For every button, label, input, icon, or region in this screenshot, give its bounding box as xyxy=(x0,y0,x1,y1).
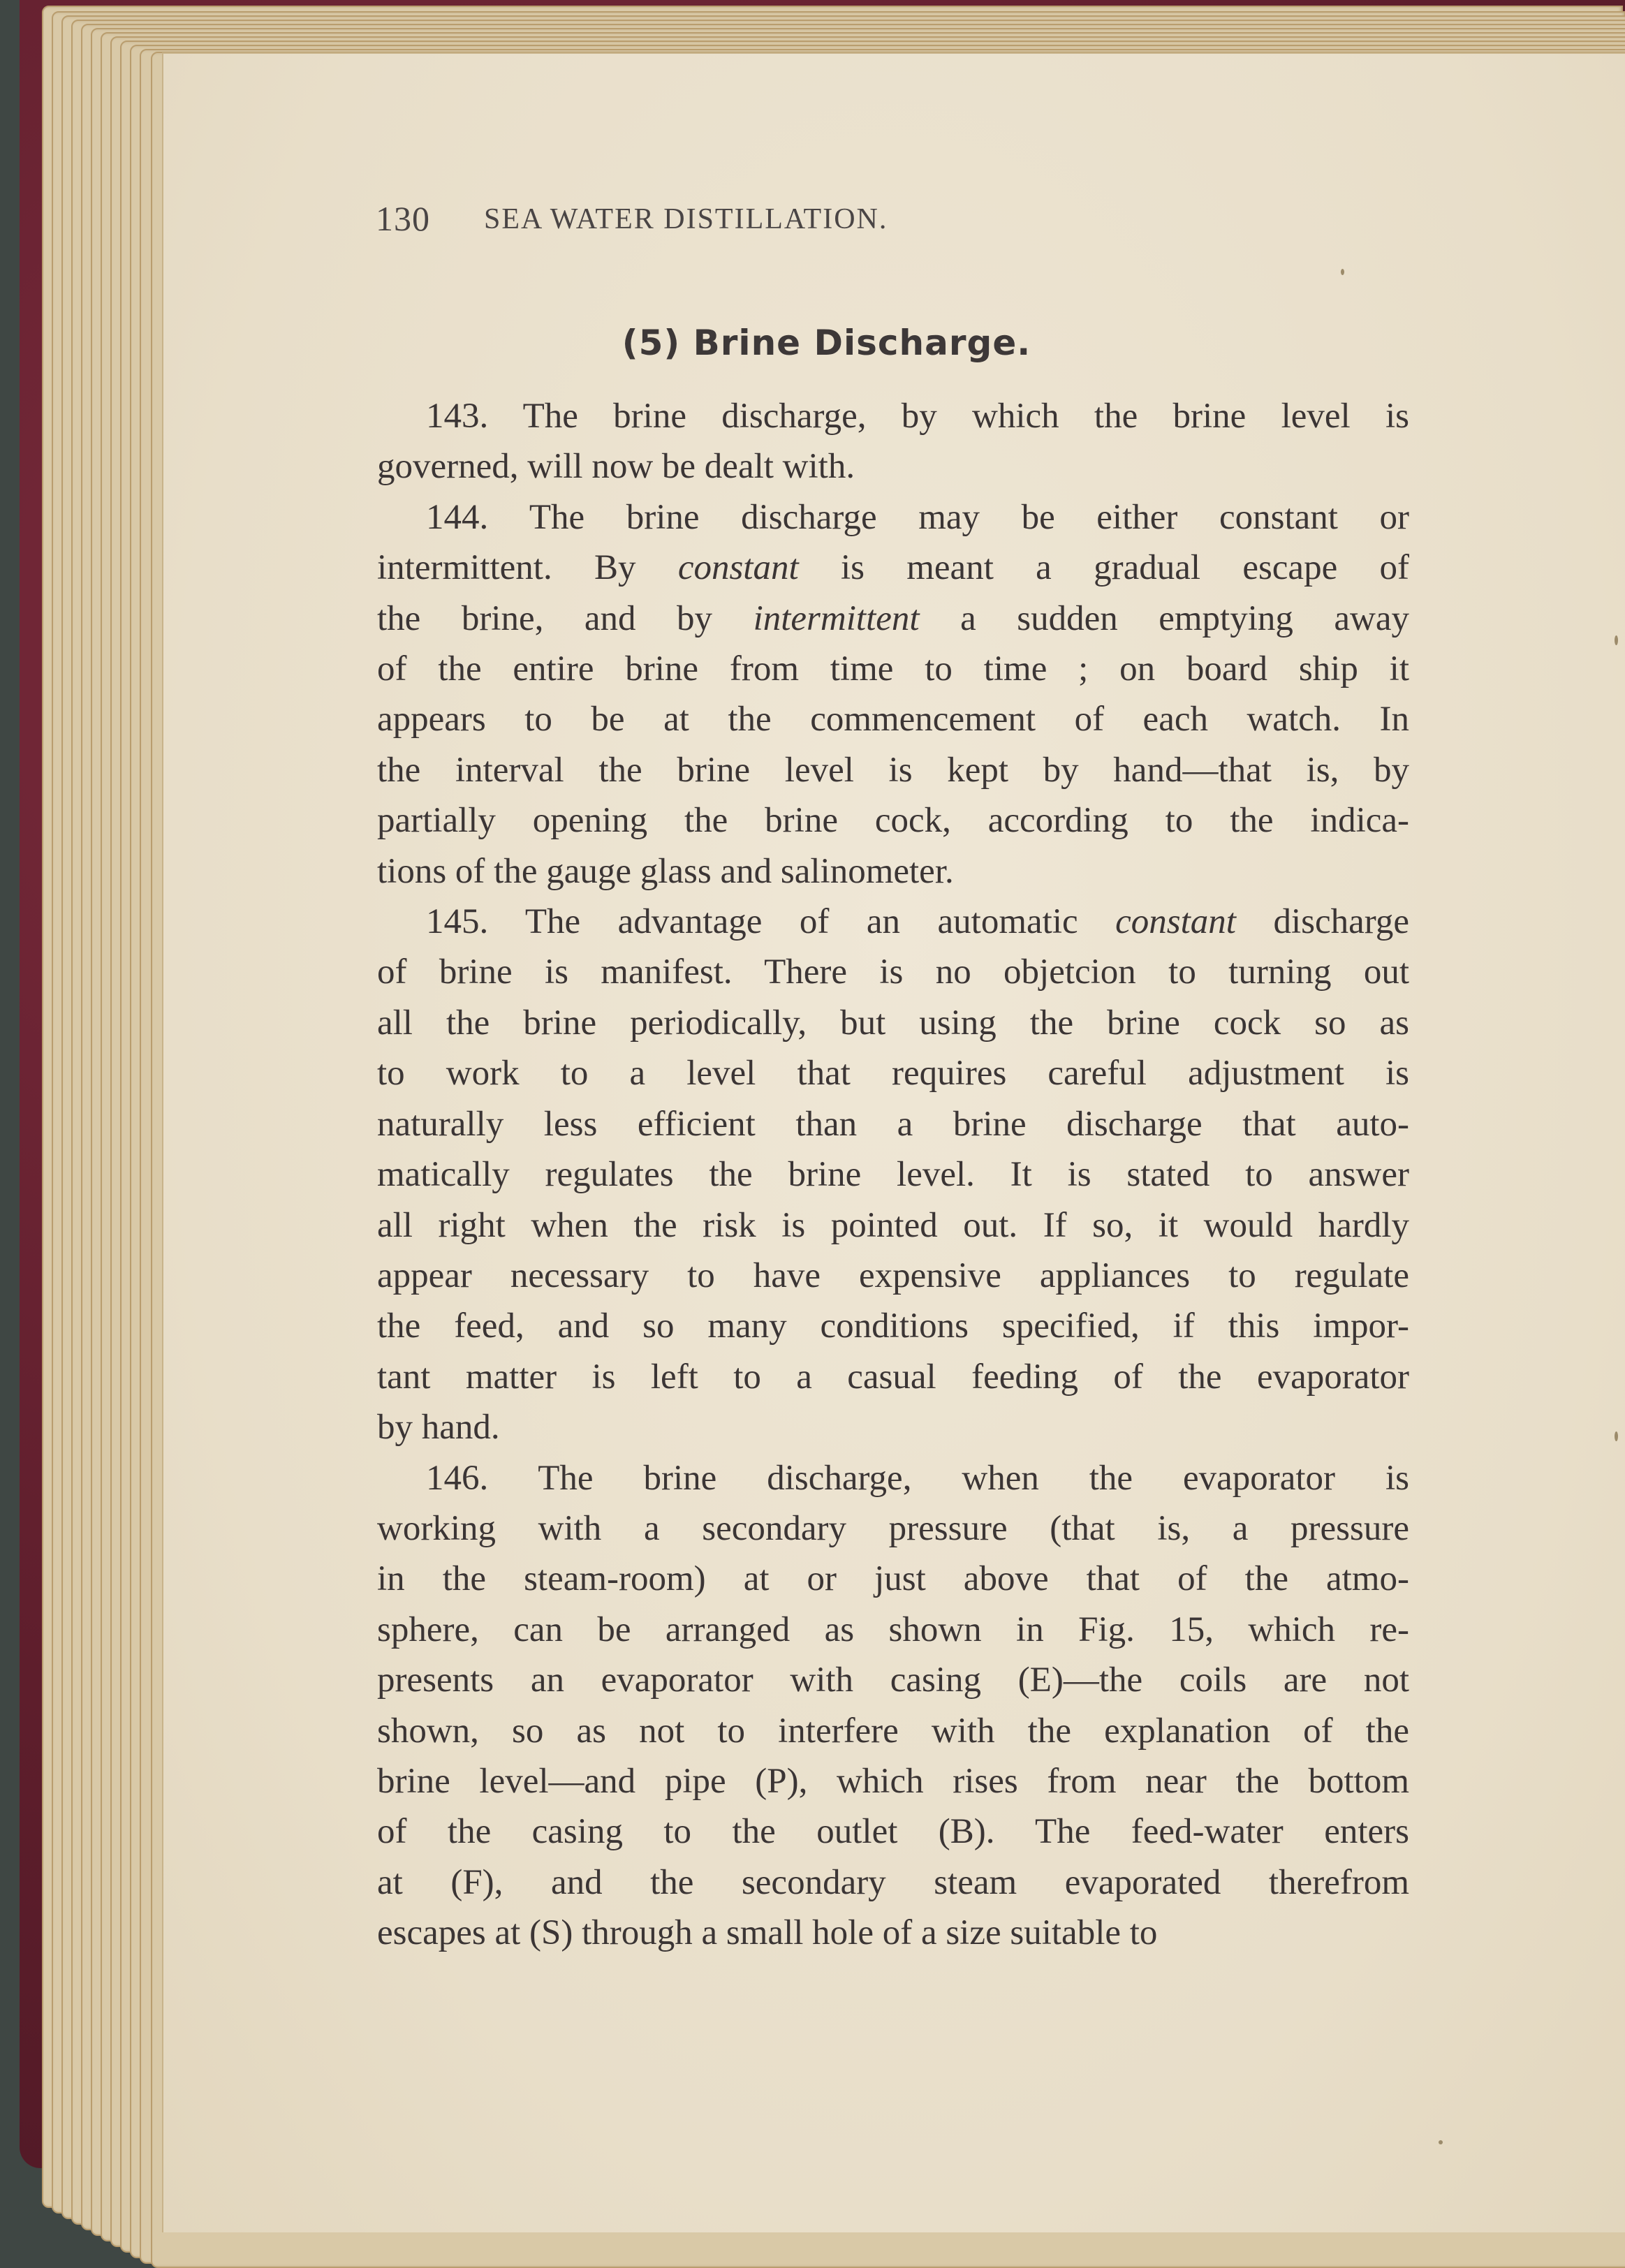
running-title: SEA WATER DISTILLATION. xyxy=(484,203,888,235)
text-line: tions of the gauge glass and salinometer. xyxy=(377,851,954,891)
text-line: governed, will now be dealt with. xyxy=(377,447,855,487)
text-line: to work to a level that requires careful adjustment is xyxy=(377,1054,1409,1094)
text-line: the brine, and by intermittent a sudden emptying away xyxy=(377,598,1409,638)
paragraph-number: 145. xyxy=(426,902,525,942)
text-line: working with a secondary pressure (that is, a pressure xyxy=(377,1508,1409,1548)
text-line: appear necessary to have expensive appliances to regulate xyxy=(377,1256,1409,1295)
italic-term: intermittent xyxy=(753,598,920,638)
paragraph-number: 144. xyxy=(426,497,529,537)
paragraph-number: 143. xyxy=(426,397,523,436)
text-line: presents an evaporator with casing (E)—the coils are not xyxy=(377,1660,1409,1700)
text-line: of the entire brine from time to time ; on board ship it xyxy=(377,649,1409,689)
text-line: 146. The brine discharge, when the evaporator is xyxy=(426,1458,1409,1498)
paragraph-144 xyxy=(377,492,1409,897)
text-line: by hand. xyxy=(377,1408,500,1448)
text-line: all the brine periodically, but using the brine cock so as xyxy=(377,1003,1409,1043)
italic-term: constant xyxy=(677,548,799,588)
text-line: intermittent. By constant is meant a gradual escape of xyxy=(377,548,1409,588)
text-line: partially opening the brine cock, according to the indica- xyxy=(377,801,1409,841)
section-heading: (5) Brine Discharge. xyxy=(622,323,1031,363)
text-line: appears to be at the commencement of each watch. In xyxy=(377,700,1409,739)
paragraph-145 xyxy=(377,897,1409,1452)
paper-speck xyxy=(1341,269,1344,275)
paragraph-143 xyxy=(377,391,1409,492)
paper-speck xyxy=(1615,635,1618,645)
text-line: 144. The brine discharge may be either constant or xyxy=(426,497,1409,537)
italic-term: constant xyxy=(1115,902,1236,942)
paper-speck xyxy=(1615,1431,1618,1441)
text-line: naturally less efficient than a brine discharge that auto- xyxy=(377,1104,1409,1144)
body-text xyxy=(377,391,1409,1959)
text-line: 145. The advantage of an automatic constant discharge xyxy=(426,902,1409,942)
text-line: 143. The brine discharge, by which the brine level is xyxy=(426,397,1409,436)
text-line: matically regulates the brine level. It is stated to answer xyxy=(377,1155,1409,1195)
text-line: tant matter is left to a casual feeding of the evaporator xyxy=(377,1357,1409,1397)
text-line: of brine is manifest. There is no objetcion to turning out xyxy=(377,952,1409,992)
text-line: the interval the brine level is kept by hand—that is, by xyxy=(377,750,1409,790)
text-line: escapes at (S) through a small hole of a size suitable to xyxy=(377,1913,1158,1953)
paragraph-number: 146. xyxy=(426,1458,538,1498)
text-line: of the casing to the outlet (B). The feed-water enters xyxy=(377,1812,1409,1852)
text-line: shown, so as not to interfere with the explanation of the xyxy=(377,1711,1409,1751)
page-number: 130 xyxy=(376,199,430,238)
text-line: in the steam-room) at or just above that of the atmo- xyxy=(377,1559,1409,1599)
text-line: sphere, can be arranged as shown in Fig. 15, which re- xyxy=(377,1610,1409,1649)
text-line: the feed, and so many conditions specified, if this impor- xyxy=(377,1306,1409,1346)
text-line: brine level—and pipe (P), which rises from near the bottom xyxy=(377,1761,1409,1801)
text-line: at (F), and the secondary steam evaporated therefrom xyxy=(377,1862,1409,1902)
paragraph-146 xyxy=(377,1453,1409,1959)
paper-speck xyxy=(1439,2140,1443,2144)
text-line: all right when the risk is pointed out. If so, it would hardly xyxy=(377,1205,1409,1245)
